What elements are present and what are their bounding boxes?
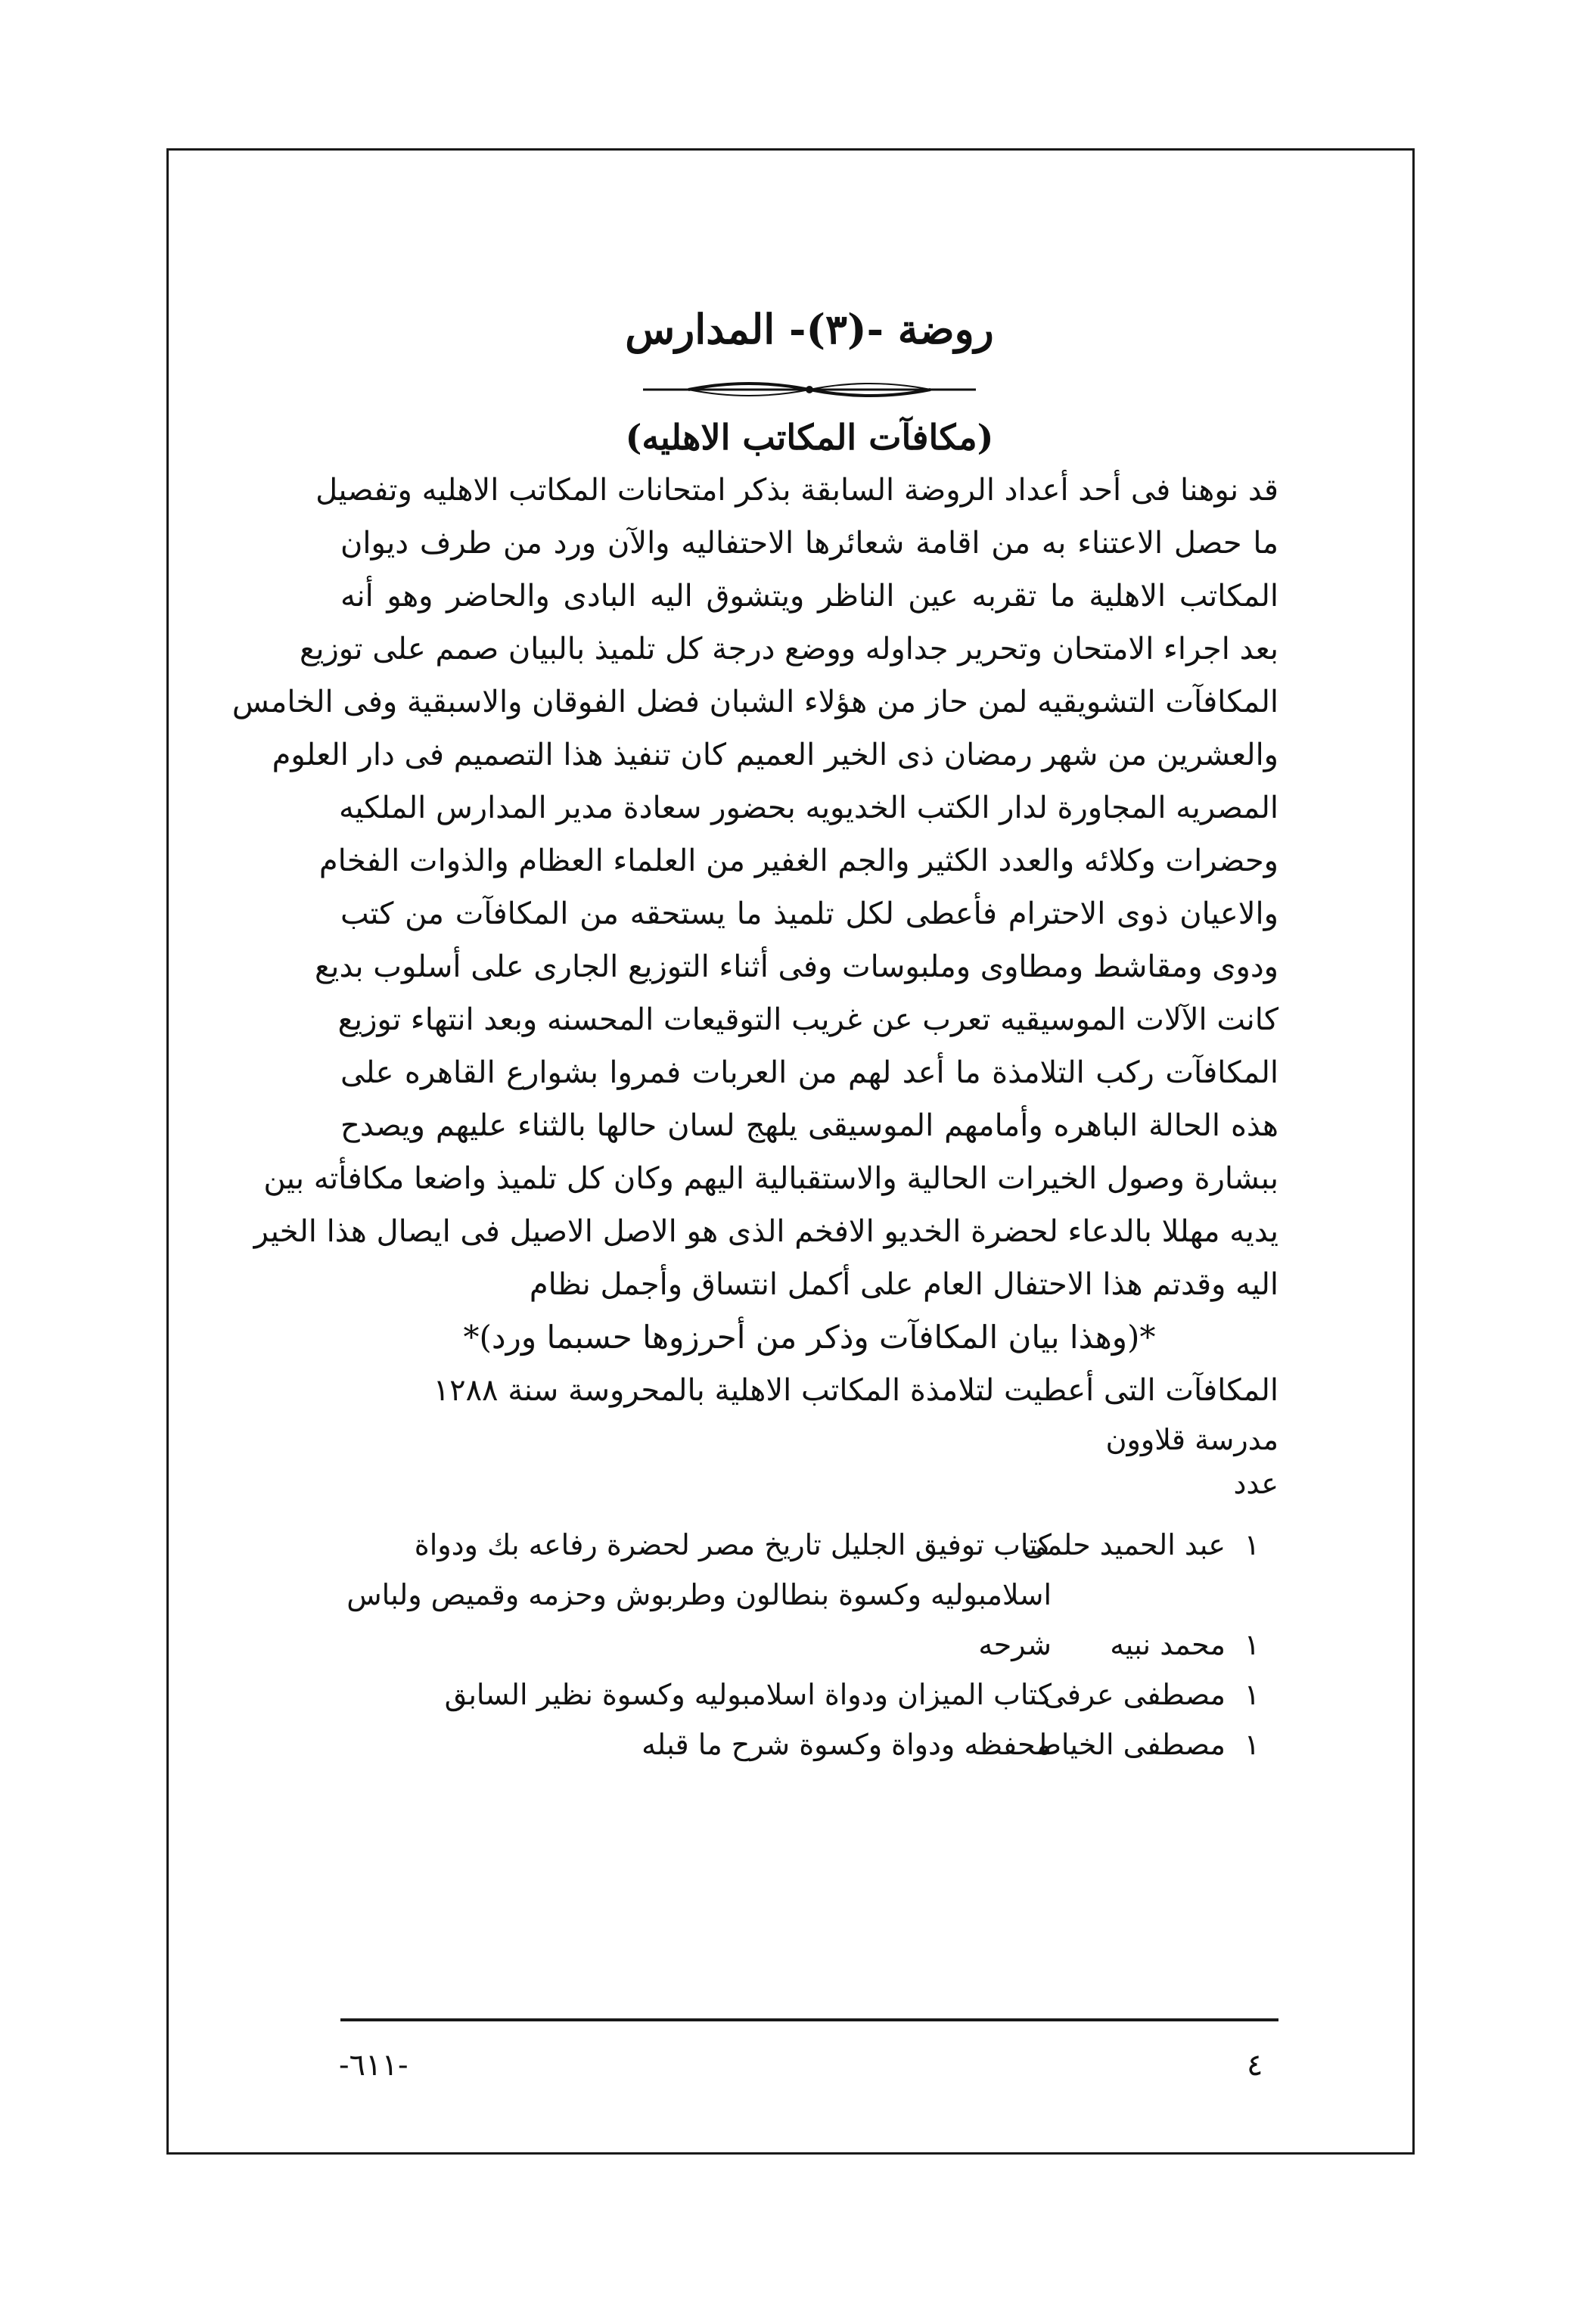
award-row [340,1520,1278,1620]
body-line: ما حصل الاعتناء به من اقامة شعائرها الاحتفاليه والآن ورد من طرف ديوان [340,526,1278,561]
student-name: محمد نبيه [1110,1628,1226,1661]
body-line: اليه وقدتم هذا الاحتفال العام على أكمل انتساق وأجمل نظام [529,1267,1278,1302]
award-description [340,1620,1052,1670]
award-line: كتاب توفيق الجليل تاريخ مصر لحضرة رفاعه بك ودواة [414,1528,1052,1561]
award-count: ١ [1244,1528,1260,1561]
award-line: اسلامبوليه وكسوة بنطالون وطربوش وحزمه وقميص ولباس [346,1578,1052,1611]
running-head: روضة -(٣)- المدارس [625,305,994,353]
award-row [340,1720,1278,1769]
footer-rule [340,2018,1278,2021]
award-count: ١ [1244,1678,1260,1711]
count-column-label: عدد [1233,1467,1278,1500]
awards-list [340,1520,1278,1769]
student-name: عبد الحميد حلمى [1022,1528,1226,1561]
award-row [340,1670,1278,1720]
body-paragraph [231,464,1278,1311]
ornamental-divider [340,374,1278,405]
award-description [340,1520,1052,1620]
award-description [340,1720,1052,1769]
page-content [231,299,1278,1769]
school-name: مدرسة قلاوون [1105,1423,1278,1456]
section-title: (مكافآت المكاتب الاهليه) [625,417,994,458]
body-line: والاعيان ذوى الاحترام فأعطى لكل تلميذ ما يستحقه من المكافآت من كتب [340,896,1278,931]
award-count: ١ [1244,1728,1260,1761]
body-line: يديه مهللا بالدعاء لحضرة الخديو الافخم الذى هو الاصل الاصيل فى ايصال هذا الخير [253,1214,1278,1249]
body-line: والعشرين من شهر رمضان ذى الخير العميم كان تنفيذ هذا التصميم فى دار العلوم [272,738,1278,772]
page-number: -٦١١- [339,2048,409,2083]
award-line: شرحه [978,1628,1052,1661]
body-line: هذه الحالة الباهره وأمامهم الموسيقى يلهج لسان حالها بالثناء عليهم ويصدح [340,1108,1278,1143]
awards-table-heading: المكافآت التى أعطيت لتلامذة المكاتب الاهلية بالمحروسة سنة ١٢٨٨ [433,1373,1278,1408]
divider-flourish-icon [643,374,976,405]
body-line: المكافآت ركب التلامذة ما أعد لهم من العربات فمروا بشوارع القاهره على [340,1055,1278,1090]
body-line: المصريه المجاورة لدار الكتب الخديويه بحضور سعادة مدير المدارس الملكيه [338,791,1278,825]
body-line: المكاتب الاهلية ما تقربه عين الناظر ويتشوق اليه البادى والحاضر وهو أنه [340,579,1278,614]
body-line: المكافآت التشويقيه لمن حاز من هؤلاء الشبان فضل الفوقان والاسبقية وفى الخامس [231,685,1278,719]
body-line: ببشارة وصول الخيرات الحالية والاستقبالية اليهم وكان كل تلميذ واضعا مكافأته بين [263,1161,1278,1196]
list-caption: *(وهذا بيان المكافآت وذكر من أحرزوها حسبما ورد)* [463,1319,1156,1356]
body-line: بعد اجراء الامتحان وتحرير جداوله ووضع درجة كل تلميذ بالبيان صمم على توزيع [300,632,1278,666]
award-line: محفظه ودواة وكسوة شرح ما قبله [642,1728,1052,1761]
award-count: ١ [1244,1628,1260,1661]
body-line: ودوى ومقاشط ومطاوى وملبوسات وفى أثناء التوزيع الجارى على أسلوب بديع [315,949,1278,984]
award-description [340,1670,1052,1720]
signature-number: ٤ [1247,2048,1263,2083]
student-name: مصطفى عرفى [1043,1678,1226,1711]
student-name: مصطفى الخياط [1034,1728,1226,1761]
award-row [340,1620,1278,1670]
award-line: كتاب الميزان ودواة اسلامبوليه وكسوة نظير السابق [444,1678,1052,1711]
body-line: قد نوهنا فى أحد أعداد الروضة السابقة بذكر امتحانات المكاتب الاهليه وتفصيل [315,473,1278,508]
body-line: كانت الآلات الموسيقيه تعرب عن غريب التوقيعات المحسنه وبعد انتهاء توزيع [337,1002,1278,1037]
body-line: وحضرات وكلائه والعدد الكثير والجم الغفير من العلماء العظام والذوات الفخام [318,844,1278,878]
